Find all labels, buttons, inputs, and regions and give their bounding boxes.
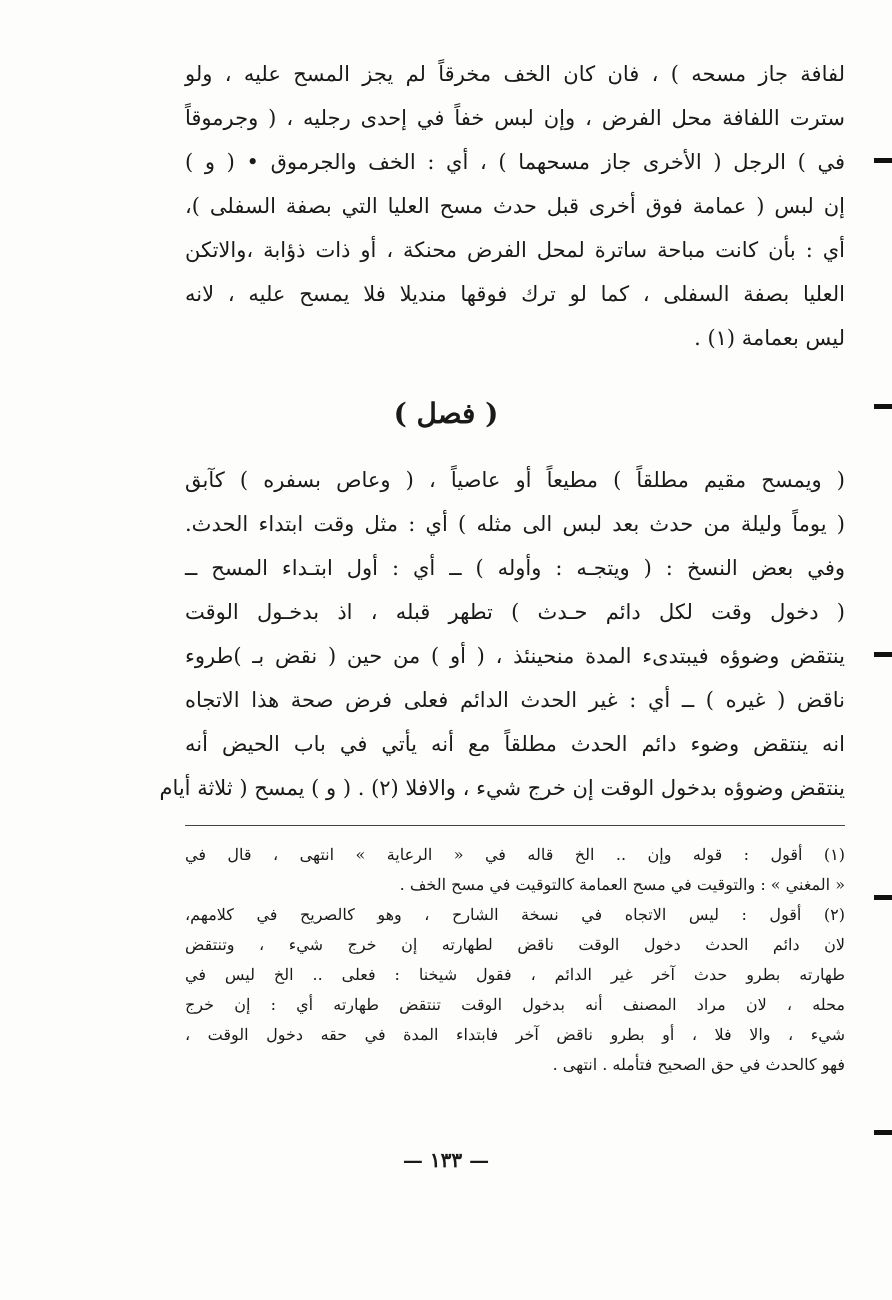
margin-mark [874, 1130, 892, 1135]
paragraph-2 [159, 458, 845, 810]
page-number: — ١٣٣ — [402, 1148, 490, 1172]
text-line: وفي بعض النسخ : ( ويتجـه : وأوله ) ــ أي : أول ابتـداء المسح ــ [185, 556, 845, 580]
footnote-line: (٢) أقول : ليس الاتجاه في نسخة الشارح ، وهو كالصريح في كلامهم، [185, 905, 845, 924]
text-line: ناقض ( غيره ) ــ أي : غير الحدث الدائم فعلى فرض صحة هذا الاتجاه [185, 688, 845, 712]
section-title: ( فصل ) [393, 397, 499, 430]
margin-mark [874, 652, 892, 657]
text-line: ( يوماً وليلة من حدث بعد لبس الى مثله ) أي : مثل وقت ابتداء الحدث. [185, 512, 845, 536]
margin-mark [874, 895, 892, 900]
text-line: ينتقض وضوؤه فيبتدىء المدة منحينئذ ، ( أو ) من حين ( نقض بـ )طروء [185, 644, 845, 668]
text-line: في ) الرجل ( الأخرى جاز مسحهما ) ، أي : الخف والجرموق • ( و ) [185, 150, 845, 174]
margin-mark [874, 404, 892, 409]
footnote-line: طهارته بطرو حدث آخر غير الدائم ، فقول شيخنا : فعلى .. الخ ليس في [185, 965, 845, 984]
footnote-line: (١) أقول : قوله وإن .. الخ قاله في « الرعاية » انتهى ، قال في [185, 845, 845, 864]
text-line: إن لبس ( عمامة فوق أخرى قبل حدث مسح العليا التي بصفة السفلى )، [185, 194, 845, 218]
text-line: أي : بأن كانت مباحة ساترة لمحل الفرض محنكة ، أو ذات ذؤابة ،والاتكن [185, 238, 845, 262]
text-line: انه ينتقض وضوء دائم الحدث مطلقاً مع أنه يأتي في باب الحيض أنه [185, 732, 845, 756]
text-line: ( ويمسح مقيم مطلقاً ) مطيعاً أو عاصياً ، ( وعاص بسفره ) كآبق [185, 468, 845, 492]
footnote-line: شيء ، والا فلا ، أو بطرو ناقض آخر فابتداء المدة في حقه دخول الوقت ، [185, 1025, 845, 1044]
footnote-line: محله ، لان مراد المصنف أنه بدخول الوقت تنتقض طهارته أي : إن خرج [185, 995, 845, 1014]
footnote-line: « المغني » : والتوقيت في مسح العمامة كالتوقيت في مسح الخف . [399, 875, 845, 894]
text-line: العليا بصفة السفلى ، كما لو ترك فوقها منديلا فلا يمسح عليه ، لانه [185, 282, 845, 306]
footnote-line: فهو كالحدث في حق الصحيح فتأمله . انتهى . [552, 1055, 845, 1074]
text-line: ينتقض وضوؤه بدخول الوقت إن خرج شيء ، والافلا (٢) . ( و ) يمسح ( ثلاثة أيام [159, 776, 845, 800]
text-line: ( دخول وقت لكل دائم حـدث ) تطهر قبله ، اذ بدخـول الوقت [185, 600, 845, 624]
paragraph-1 [185, 52, 845, 360]
footnotes [185, 840, 845, 1080]
text-line: سترت اللفافة محل الفرض ، وإن لبس خفاً في إحدى رجليه ، ( وجرموقاً [185, 106, 845, 130]
text-line: ليس بعمامة (١) . [694, 326, 845, 350]
footnote-separator [185, 825, 845, 826]
text-line: لفافة جاز مسحه ) ، فان كان الخف مخرقاً لم يجز المسح عليه ، ولو [185, 62, 845, 86]
footnote-line: لان دائم الحدث دخول الوقت ناقض لطهارته إن خرج شيء ، وتنتقض [185, 935, 845, 954]
margin-mark [874, 158, 892, 163]
